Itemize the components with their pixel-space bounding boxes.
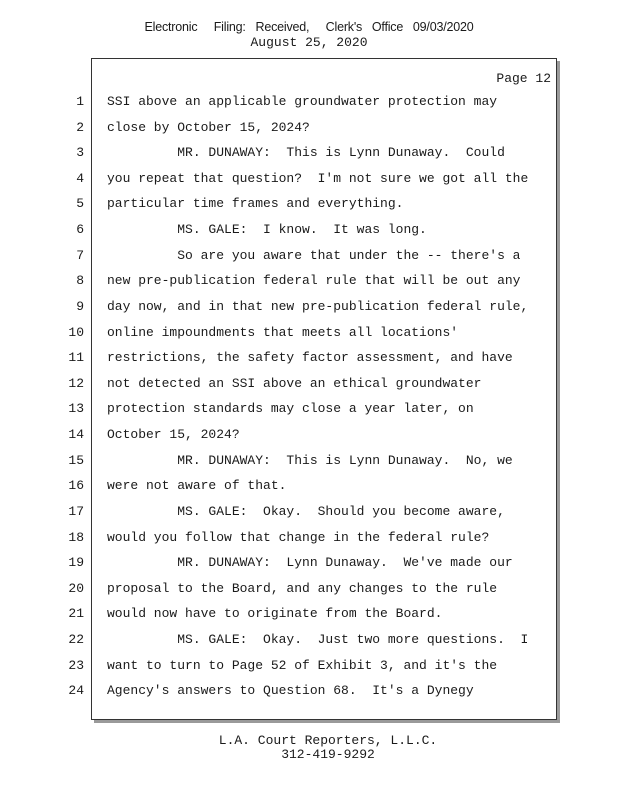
line-number: 19	[68, 555, 84, 571]
line-number: 7	[76, 247, 84, 263]
transcript-line	[0, 92, 560, 112]
line-number: 2	[76, 119, 84, 135]
line-text: new pre-publication federal rule that will be out any	[107, 273, 521, 289]
line-text: Agency's answers to Question 68. It's a Dynegy	[107, 683, 474, 699]
transcript-line	[0, 451, 560, 471]
line-number: 6	[76, 222, 84, 238]
transcript-line	[0, 681, 560, 701]
transcript-line	[0, 246, 560, 266]
transcript-line	[0, 194, 560, 214]
line-number: 9	[76, 298, 84, 314]
line-text: SSI above an applicable groundwater protection may	[107, 94, 498, 109]
line-number: 20	[68, 580, 84, 596]
line-text: were not aware of that.	[107, 478, 287, 494]
transcript-line	[0, 604, 560, 624]
line-number: 13	[68, 401, 84, 417]
line-text: October 15, 2024?	[107, 427, 240, 443]
line-number: 15	[68, 452, 84, 468]
transcript-line	[0, 169, 560, 189]
line-number: 16	[68, 478, 84, 494]
reporter-company: L.A. Court Reporters, L.L.C.	[218, 733, 438, 748]
line-text: MS. GALE: Okay. Should you become aware,	[107, 503, 505, 519]
transcript-line	[0, 630, 560, 650]
line-text: MR. DUNAWAY: This is Lynn Dunaway. No, we	[107, 452, 513, 468]
line-number: 10	[68, 324, 84, 340]
line-text: not detected an SSI above an ethical groundwater	[107, 375, 482, 391]
line-number: 17	[68, 503, 84, 519]
line-text: proposal to the Board, and any changes to the rule	[107, 580, 498, 596]
transcript-line	[0, 220, 560, 240]
transcript-line	[0, 579, 560, 599]
line-text: would you follow that change in the federal rule?	[107, 529, 490, 545]
line-number: 5	[76, 196, 84, 212]
line-text: particular time frames and everything.	[107, 196, 404, 212]
line-number: 14	[68, 427, 84, 443]
transcript-date: August 25, 2020	[250, 35, 368, 50]
line-text: day now, and in that new pre-publication federal rule,	[107, 298, 529, 314]
line-text: So are you aware that under the -- there's a	[107, 247, 521, 263]
line-number: 23	[68, 657, 84, 673]
line-text: MR. DUNAWAY: This is Lynn Dunaway. Could	[107, 145, 505, 161]
line-number: 12	[68, 375, 84, 391]
page-number: Page 12	[496, 71, 551, 86]
line-text: online impoundments that meets all locations'	[107, 324, 459, 340]
line-text: MS. GALE: I know. It was long.	[107, 222, 427, 238]
line-number: 1	[76, 94, 84, 109]
transcript-line	[0, 271, 560, 291]
line-text: protection standards may close a year later, on	[107, 401, 474, 417]
transcript-line	[0, 323, 560, 343]
transcript-line	[0, 348, 560, 368]
line-text: want to turn to Page 52 of Exhibit 3, and it's the	[107, 657, 498, 673]
reporter-phone: 312-419-9292	[281, 747, 375, 762]
transcript-line	[0, 553, 560, 573]
transcript-line	[0, 656, 560, 676]
transcript-line	[0, 425, 560, 445]
line-number: 21	[68, 606, 84, 622]
line-text: MS. GALE: Okay. Just two more questions. I	[107, 632, 529, 648]
line-number: 8	[76, 273, 84, 289]
transcript-line	[0, 143, 560, 163]
line-number: 3	[76, 145, 84, 161]
line-number: 4	[76, 170, 84, 186]
transcript-line	[0, 399, 560, 419]
line-text: you repeat that question? I'm not sure we got all the	[107, 170, 529, 186]
transcript-line	[0, 118, 560, 138]
line-text: close by October 15, 2024?	[107, 119, 310, 135]
line-number: 22	[68, 632, 84, 648]
transcript-line	[0, 297, 560, 317]
line-number: 24	[68, 683, 84, 699]
line-text: MR. DUNAWAY: Lynn Dunaway. We've made our	[107, 555, 513, 571]
filing-stamp: Electronic Filing: Received, Clerk's Office 09/03/2020	[144, 20, 474, 34]
line-text: would now have to originate from the Board.	[107, 606, 443, 622]
transcript-line	[0, 374, 560, 394]
transcript-line	[0, 528, 560, 548]
transcript-line	[0, 502, 560, 522]
line-number: 11	[68, 350, 84, 366]
line-number: 18	[68, 529, 84, 545]
transcript-line	[0, 476, 560, 496]
line-text: restrictions, the safety factor assessment, and have	[107, 350, 513, 366]
